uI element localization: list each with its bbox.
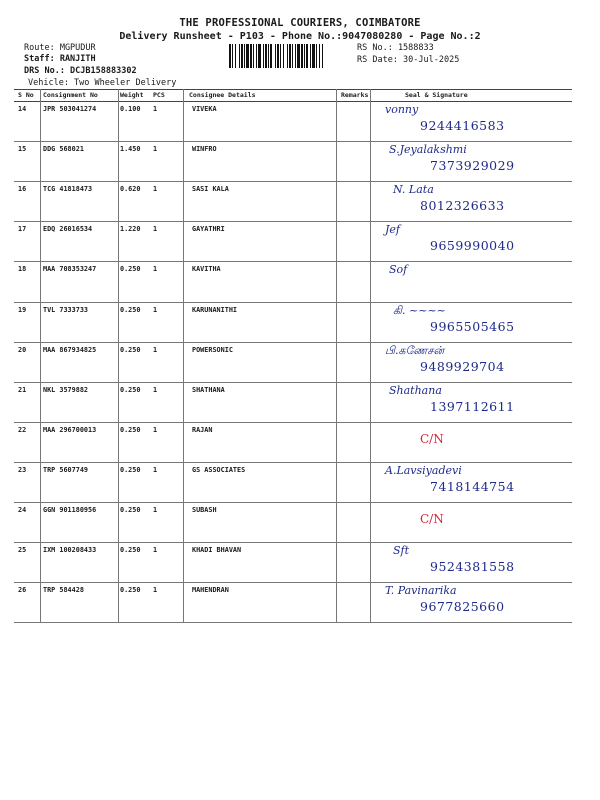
handwritten-signature: Jef xyxy=(385,223,400,237)
row-pcs: 1 xyxy=(153,145,158,154)
row-consignment-no: TRP 584428 xyxy=(43,586,84,595)
row-pcs: 1 xyxy=(153,586,158,595)
row-consignment-no: TVL 7333733 xyxy=(43,305,89,314)
header-weight: Weight xyxy=(120,91,144,99)
cn-mark: C/N xyxy=(420,431,444,446)
row-consignment-no: DDG 568021 xyxy=(43,145,84,154)
handwritten-signature: N. Lata xyxy=(393,183,434,197)
row-consignment-no: EDQ 26016534 xyxy=(43,225,93,234)
row-pcs: 1 xyxy=(153,105,158,113)
runsheet-subtitle: Delivery Runsheet - P103 - Phone No.:9047080280 - Page No.:2 xyxy=(119,31,481,42)
header-pcs: PCS xyxy=(153,91,165,99)
row-consignee: VIVEKA xyxy=(192,105,217,113)
row-weight: 0.250 xyxy=(120,425,141,434)
row-consignment-no: GGN 901180956 xyxy=(43,506,97,514)
row-consignment-no: TCG 41818473 xyxy=(43,185,93,194)
barcode-icon xyxy=(229,44,351,68)
row-consignee: SHATHANA xyxy=(192,385,225,394)
row-consignment-no: MAA 708353247 xyxy=(43,265,97,274)
row-consignee: POWERSONIC xyxy=(192,345,233,354)
company-title: THE PROFESSIONAL COURIERS, COIMBATORE xyxy=(179,17,421,29)
row-weight: 0.250 xyxy=(120,305,141,314)
row-pcs: 1 xyxy=(153,305,158,314)
handwritten-phone: 9965505465 xyxy=(430,318,515,334)
row-consignment-no: NKL 3579882 xyxy=(43,385,89,394)
row-sno: 24 xyxy=(18,506,27,514)
row-pcs: 1 xyxy=(153,265,158,274)
handwritten-phone: 1397112611 xyxy=(430,398,515,414)
row-consignment-no: JPR 503041274 xyxy=(43,105,97,113)
row-sno: 15 xyxy=(18,145,27,154)
row-pcs: 1 xyxy=(153,506,158,514)
row-consignment-no: MAA 867934825 xyxy=(43,345,97,354)
row-consignee: SUBASH xyxy=(192,506,217,514)
row-sno: 14 xyxy=(18,105,27,113)
route-label: Route: MGPUDUR xyxy=(24,43,96,53)
row-sno: 23 xyxy=(18,465,27,474)
row-pcs: 1 xyxy=(153,225,158,234)
row-consignment-no: MAA 296700013 xyxy=(43,425,97,434)
handwritten-signature: A.Lavsiyadevi xyxy=(385,463,462,477)
handwritten-signature: T. Pavinarika xyxy=(385,584,457,598)
row-consignee: KARUNANITHI xyxy=(192,305,238,314)
table-row xyxy=(14,422,572,462)
handwritten-signature: Shathana xyxy=(389,383,442,397)
row-weight: 0.250 xyxy=(120,465,141,474)
cn-mark: C/N xyxy=(420,512,444,526)
header-remarks: Remarks xyxy=(341,91,369,99)
row-weight: 0.250 xyxy=(120,265,141,274)
rs-date: RS Date: 30-Jul-2025 xyxy=(357,55,460,65)
row-sno: 20 xyxy=(18,345,27,354)
row-sno: 25 xyxy=(18,546,27,555)
row-sno: 19 xyxy=(18,305,27,314)
row-consignment-no: TRP 5607749 xyxy=(43,465,89,474)
table-row xyxy=(14,502,572,542)
row-pcs: 1 xyxy=(153,465,158,474)
header-consignee-details: Consignee Details xyxy=(189,91,256,99)
row-divider xyxy=(14,622,572,623)
handwritten-signature: vonny xyxy=(385,103,419,116)
row-consignee: KAVITHA xyxy=(192,265,221,274)
row-pcs: 1 xyxy=(153,546,158,555)
handwritten-signature: கி. ~~~~ xyxy=(393,303,446,317)
row-consignee: SASI KALA xyxy=(192,185,229,194)
handwritten-signature: Sft xyxy=(393,544,410,558)
handwritten-phone: 7418144754 xyxy=(430,478,515,494)
row-pcs: 1 xyxy=(153,185,158,194)
row-sno: 16 xyxy=(18,185,27,194)
row-sno: 17 xyxy=(18,225,27,234)
row-consignee: GS ASSOCIATES xyxy=(192,465,246,474)
handwritten-phone: 8012326633 xyxy=(420,198,505,214)
row-consignee: MAHENDRAN xyxy=(192,586,229,595)
row-weight: 0.620 xyxy=(120,185,141,194)
handwritten-phone: 9244416583 xyxy=(420,118,505,133)
header-consignment-no: Consignment No xyxy=(43,91,98,99)
row-sno: 26 xyxy=(18,586,27,595)
handwritten-signature: பி.கணேசன் xyxy=(385,343,445,357)
row-consignee: KHADI BHAVAN xyxy=(192,546,242,555)
handwritten-signature: Sof xyxy=(389,263,408,277)
row-consignee: WINFRO xyxy=(192,145,217,154)
row-weight: 1.450 xyxy=(120,145,141,154)
row-pcs: 1 xyxy=(153,345,158,354)
rs-number: RS No.: 1588833 xyxy=(357,43,434,53)
header-sno: S No xyxy=(18,91,34,99)
handwritten-phone: 7373929029 xyxy=(430,158,515,174)
row-sno: 22 xyxy=(18,425,27,434)
table-top-border xyxy=(14,89,572,90)
row-consignment-no: IXM 100208433 xyxy=(43,546,97,555)
staff-label: Staff: RANJITH xyxy=(24,54,96,64)
row-weight: 0.100 xyxy=(120,105,141,113)
row-pcs: 1 xyxy=(153,385,158,394)
row-weight: 0.250 xyxy=(120,506,141,514)
drs-number: DRS No.: DCJB158883302 xyxy=(24,66,137,76)
handwritten-signature: S.Jeyalakshmi xyxy=(389,143,467,157)
row-consignee: RAJAN xyxy=(192,425,213,434)
vehicle-label: Vehicle: Two Wheeler Delivery xyxy=(28,78,177,88)
row-pcs: 1 xyxy=(153,425,158,434)
handwritten-phone: 9524381558 xyxy=(430,559,515,575)
handwritten-phone: 9489929704 xyxy=(420,358,505,374)
row-sno: 21 xyxy=(18,385,27,394)
row-weight: 0.250 xyxy=(120,385,141,394)
row-weight: 0.250 xyxy=(120,345,141,354)
row-weight: 0.250 xyxy=(120,586,141,595)
handwritten-phone: 9677825660 xyxy=(420,599,505,615)
handwritten-phone: 9659990040 xyxy=(430,238,515,254)
row-weight: 0.250 xyxy=(120,546,141,555)
row-weight: 1.220 xyxy=(120,225,141,234)
row-sno: 18 xyxy=(18,265,27,274)
table-row xyxy=(14,261,572,301)
header-seal-signature: Seal & Signature xyxy=(405,91,468,99)
row-consignee: GAYATHRI xyxy=(192,225,225,234)
